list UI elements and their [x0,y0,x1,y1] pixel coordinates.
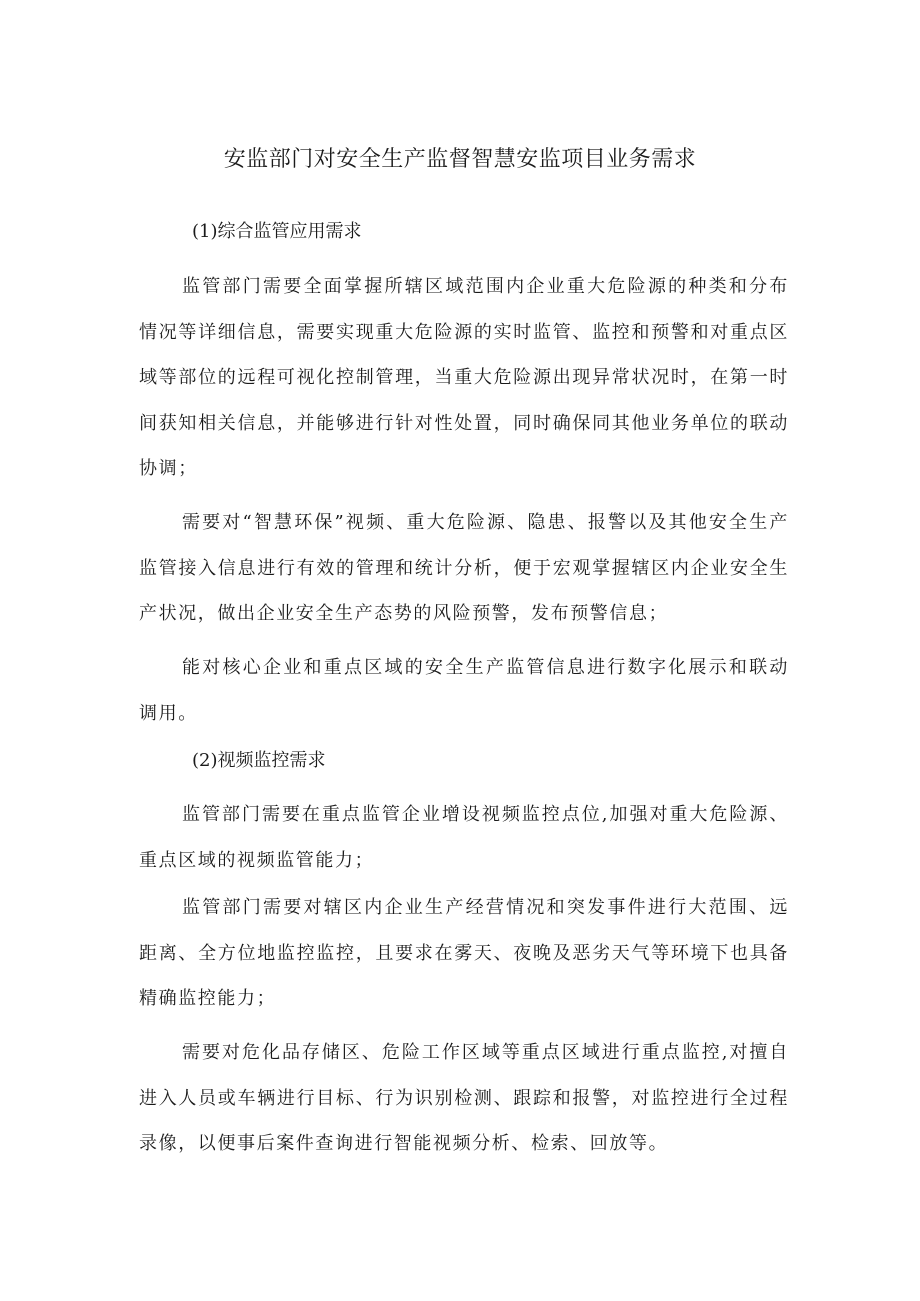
paragraph: 需要对“智慧环保”视频、重大危险源、隐患、报警以及其他安全生产监管接入信息进行有效的管理和统计分析，便于宏观掌握辖区内企业安全生产状况，做出企业安全生产态势的风险预警，发布预警信息； [139,512,789,624]
paragraph: 监管部门需要对辖区内企业生产经营情况和突发事件进行大范围、远距离、全方位地监控监控，且要求在雾天、夜晚及恶劣天气等环境下也具备精确监控能力； [139,897,789,1009]
paragraph: 需要对危化品存储区、危险工作区域等重点区域进行重点监控,对擅自进入人员或车辆进行目标、行为识别检测、跟踪和报警，对监控进行全过程录像，以便事后案件查询进行智能视频分析、检索、回放等。 [139,1042,789,1154]
paragraph: 监管部门需要在重点监管企业增设视频监控点位,加强对重大危险源、重点区域的视频监管能力； [139,804,789,871]
paragraph: 监管部门需要全面掌握所辖区域范围内企业重大危险源的种类和分布情况等详细信息，需要实现重大危险源的实时监管、监控和预警和对重点区域等部位的远程可视化控制管理，当重大危险源出现异常状况时，在第一时间获知相关信息，并能够进行针对性处置，同时确保同其他业务单位的联动协调； [139,276,789,479]
section-heading-1: (1)综合监管应用需求 [192,221,362,242]
paragraph: 能对核心企业和重点区域的安全生产监管信息进行数字化展示和联动调用。 [139,657,789,724]
document-title: 安监部门对安全生产监督智慧安监项目业务需求 [223,147,697,172]
section-heading-2: (2)视频监控需求 [192,750,326,771]
